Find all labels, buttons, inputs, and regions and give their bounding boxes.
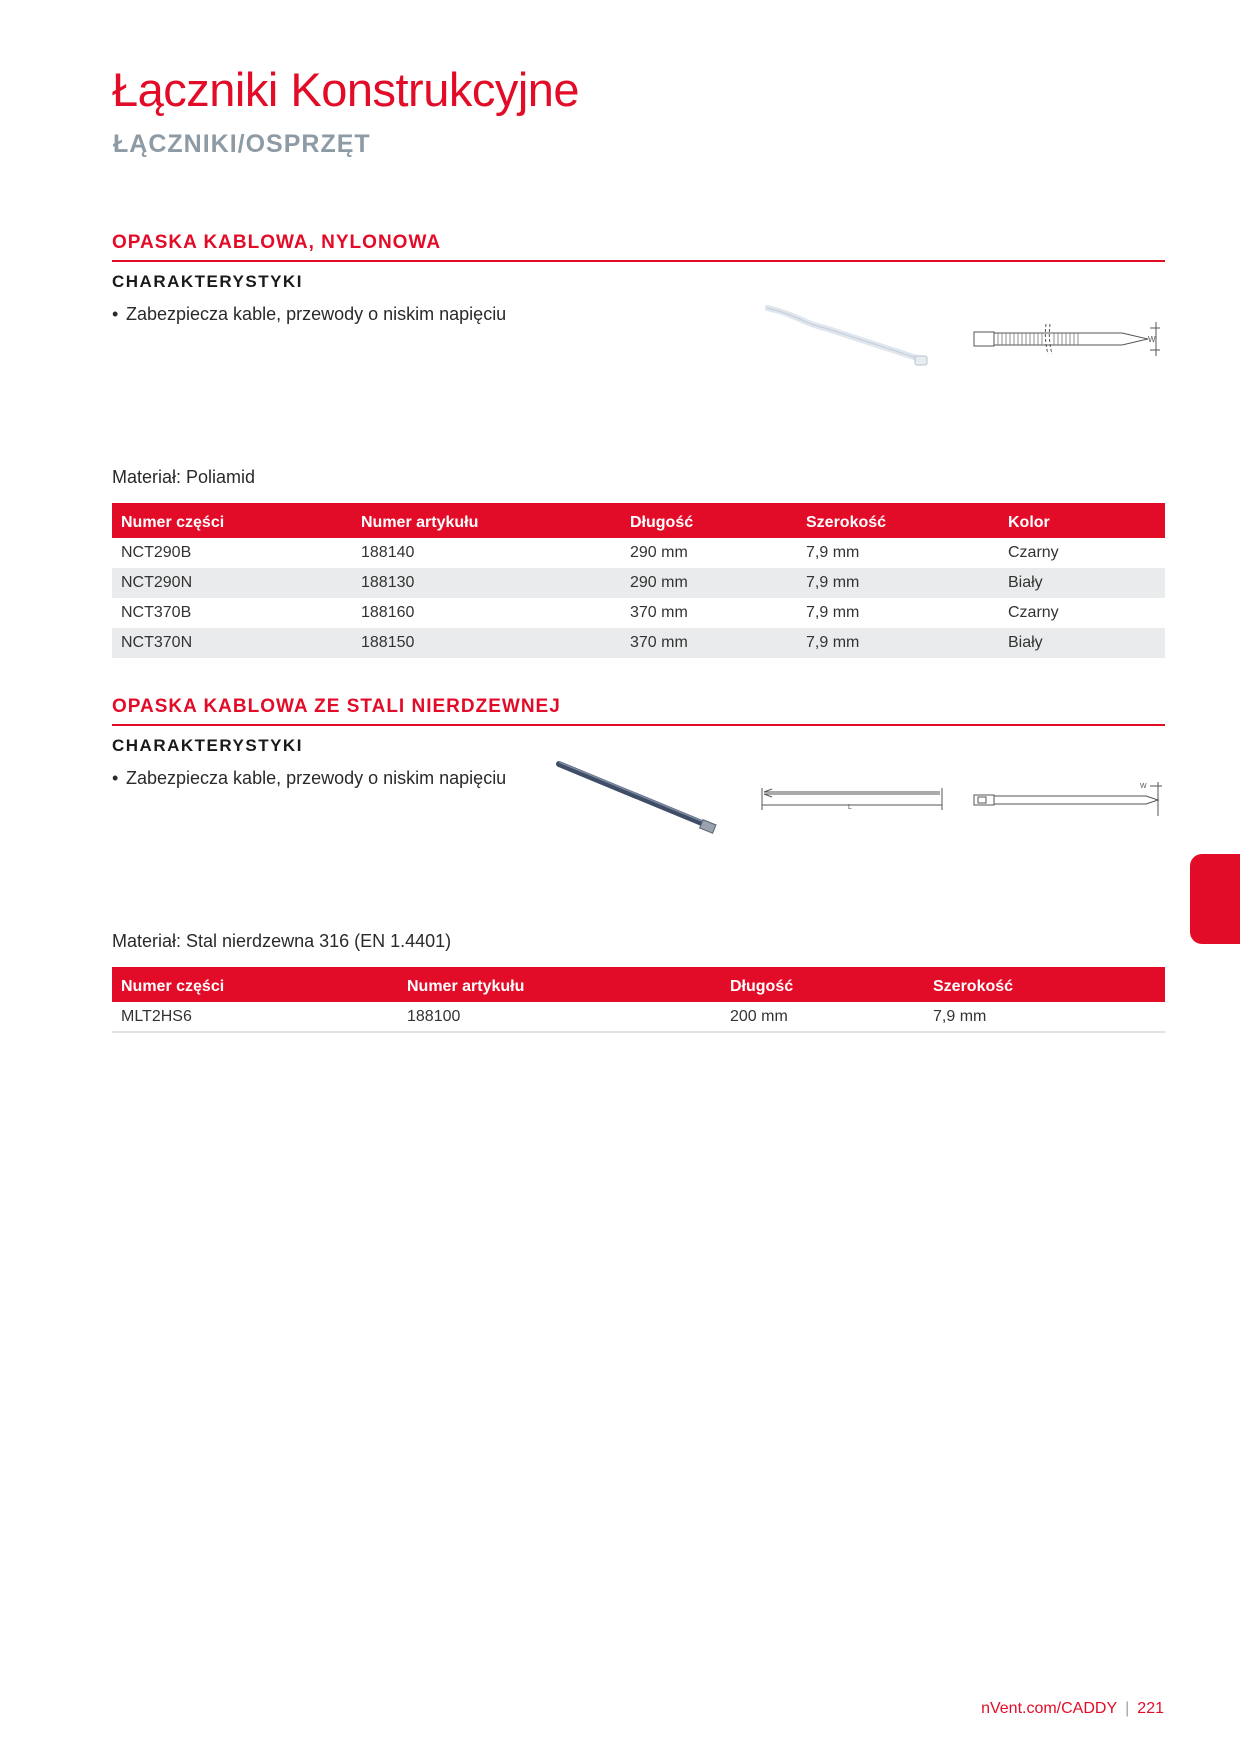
column-header: Długość	[621, 503, 797, 538]
table-cell: NCT290B	[121, 544, 192, 561]
nylon-tie-photo	[765, 300, 935, 370]
table-row	[112, 568, 1165, 598]
table-row	[112, 628, 1165, 658]
page-number: 221	[1137, 1700, 1164, 1717]
table-header-row	[112, 967, 1165, 1002]
table-cell: 7,9 mm	[924, 1002, 1165, 1032]
table-cell: 188130	[352, 568, 621, 598]
table-cell: Czarny	[1008, 544, 1059, 561]
table-cell: 290 mm	[630, 544, 688, 561]
column-header: Szerokość	[797, 503, 999, 538]
table-cell: 188150	[352, 628, 621, 658]
table-cell: 370 mm	[630, 604, 688, 621]
bullet-text: Zabezpiecza kable, przewody o niskim napięciu	[126, 304, 507, 324]
bullet-text: Zabezpiecza kable, przewody o niskim napięciu	[126, 768, 507, 788]
drawing-label-length: L	[848, 804, 852, 811]
table-cell: 7,9 mm	[797, 628, 999, 658]
bullet-dot: •	[112, 768, 119, 788]
table-cell: 188100	[398, 1002, 721, 1032]
steel-tie-width-drawing	[970, 778, 1170, 818]
table-cell: NCT370B	[121, 604, 192, 621]
column-header: Numer artykułu	[398, 967, 721, 1002]
page-footer	[981, 1700, 1164, 1718]
table-cell: Biały	[999, 628, 1165, 658]
table-cell: NCT290N	[112, 568, 352, 598]
section-nylon	[112, 232, 1165, 325]
steel-spec-table	[112, 967, 1165, 1033]
table-cell: 188140	[361, 544, 415, 561]
table-cell: NCT370N	[112, 628, 352, 658]
characteristics-heading: CHARAKTERYSTYKI	[112, 272, 303, 291]
table-cell: Czarny	[1008, 604, 1059, 621]
drawing-label-width: W	[1140, 783, 1147, 790]
nylon-spec-table	[112, 503, 1165, 658]
column-header: Numer części	[112, 503, 352, 538]
table-cell: 7,9 mm	[806, 544, 860, 561]
page-title: Łączniki Konstrukcyjne	[112, 63, 580, 116]
column-header: Kolor	[999, 503, 1165, 538]
material-steel: Materiał: Stal nierdzewna 316 (EN 1.4401)	[112, 931, 452, 951]
table-cell: 188160	[361, 604, 415, 621]
table-cell: 370 mm	[621, 628, 797, 658]
column-header: Szerokość	[924, 967, 1165, 1002]
section-title-steel: OPASKA KABLOWA ZE STALI NIERDZEWNEJ	[112, 696, 1165, 726]
column-header: Numer artykułu	[352, 503, 621, 538]
steel-tie-photo	[555, 758, 725, 838]
column-header: Długość	[721, 967, 924, 1002]
table-row	[112, 598, 1165, 628]
steel-tie-length-drawing	[760, 784, 950, 814]
table-row	[112, 1002, 1165, 1032]
footer-separator: |	[1125, 1700, 1130, 1717]
table-cell: MLT2HS6	[112, 1002, 398, 1032]
characteristics-heading: CHARAKTERYSTYKI	[112, 736, 303, 755]
page-subtitle: ŁĄCZNIKI/OSPRZĘT	[113, 130, 371, 158]
table-header-row	[112, 503, 1165, 538]
section-title-nylon: OPASKA KABLOWA, NYLONOWA	[112, 232, 1165, 262]
nylon-tie-drawing	[970, 320, 1170, 360]
chapter-tab	[1190, 854, 1240, 944]
material-nylon: Materiał: Poliamid	[112, 467, 256, 487]
footer-link[interactable]: nVent.com/CADDY	[981, 1700, 1118, 1717]
drawing-label-width: W	[1148, 335, 1156, 344]
table-cell: Biały	[999, 568, 1165, 598]
table-cell: 7,9 mm	[806, 604, 860, 621]
table-cell: 7,9 mm	[797, 568, 999, 598]
table-row	[112, 538, 1165, 568]
column-header: Numer części	[112, 967, 398, 1002]
bullet-dot: •	[112, 304, 119, 324]
table-cell: 290 mm	[621, 568, 797, 598]
table-cell: 200 mm	[721, 1002, 924, 1032]
